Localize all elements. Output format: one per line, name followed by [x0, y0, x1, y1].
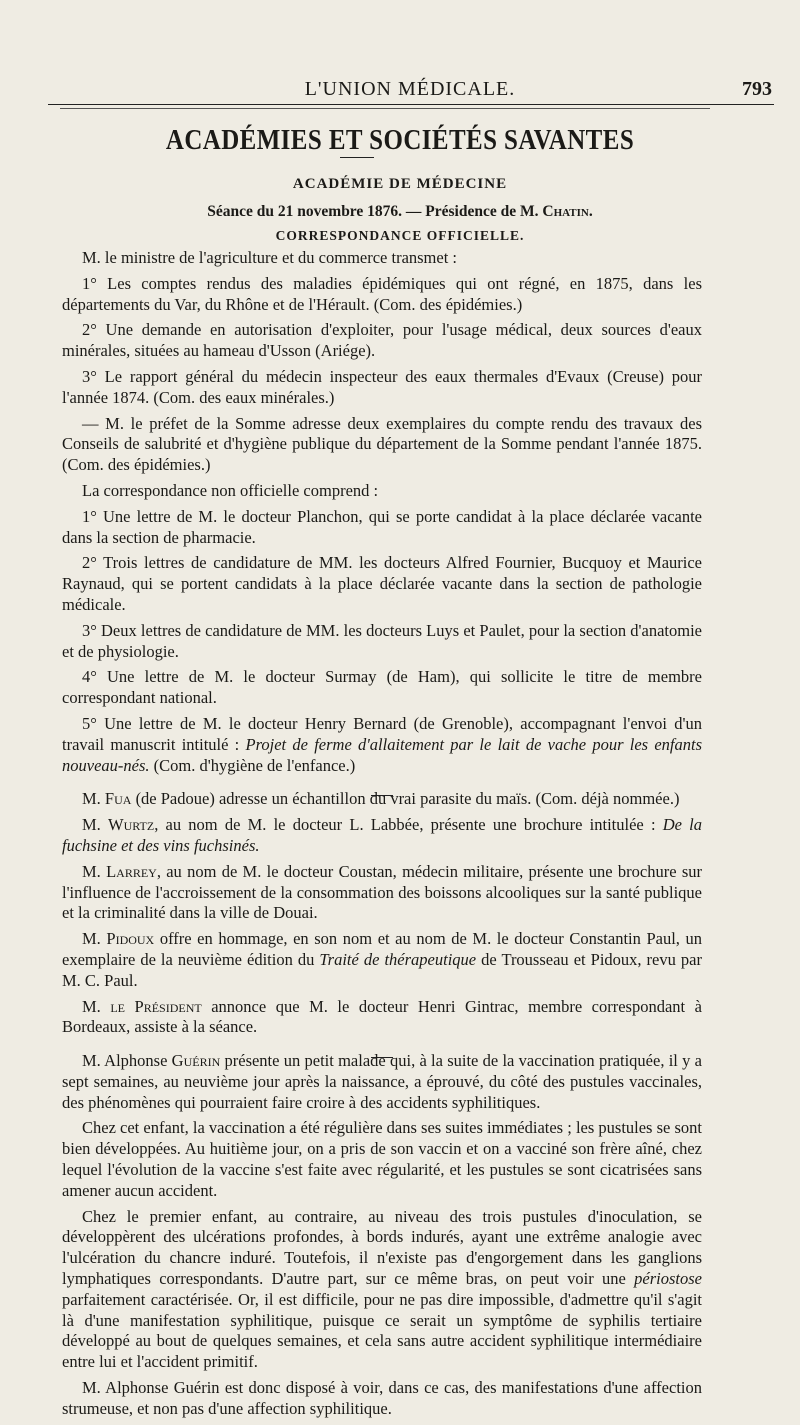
paragraph [62, 862, 702, 924]
speaker-name: Larrey [106, 861, 157, 881]
paragraph-text: parfaitement caractérisée. Or, il est difficile, pour ne pas dire impossible, d'admettre qu'il s'agit là d'une manifestation syphilitique, puisque ce serait un symptôme de syphilis tertiaire développé au bout de quelques semaines, et cela sans autre accident syphilitique intermédiaire entre lui et l'accident primitif. [62, 1289, 702, 1372]
paragraph: Chez cet enfant, la vaccination a été régulière dans ses suites immédiates ; les pustules se sont bien développées. Au huitième jour, on a pris de son vaccin et on a vacciné son frère aîné, chez lequel l'évolution de la vaccine s'est faite avec régularité, et les pustules se sont cicatrisées sans amener aucun accident. [62, 1118, 702, 1200]
separator [62, 1043, 702, 1047]
paragraph [62, 815, 702, 857]
paragraph-text: 5° Une lettre de M. le docteur Henry Bernard (de Grenoble), accompagnant l'envoi d'un travail manuscrit intitulé : [62, 713, 702, 754]
paragraph-text: , au nom de M. le docteur L. Labbée, présente une brochure intitulée : [154, 815, 663, 835]
paragraph [62, 997, 702, 1039]
paragraph-text: (de Padoue) adresse un échantillon du vrai parasite du maïs. (Com. déjà nommée.) [131, 789, 680, 809]
speaker-name: Fua [104, 789, 132, 809]
paragraph-text: (Com. d'hygiène de l'enfance.) [149, 755, 356, 775]
page-number: 793 [742, 78, 772, 100]
paragraph-text: Chez le premier enfant, au contraire, au niveau des trois pustules d'inoculation, se développèrent des ulcérations profondes, à bords indurés, ayant une extrême analogie avec l'ulcération du chancre induré. Toutefois, il n'existe pas d'engorgement dans les ganglions lymphatiques correspondants. D'autre part, sur ce même bras, on peut voir une [62, 1206, 702, 1289]
session-president: Chatin [542, 203, 589, 220]
paragraph: 2° Trois lettres de candidature de MM. les docteurs Alfred Fournier, Bucquoy et Maurice Raynaud, qui se portent candidats à la place déclarée vacante dans la section de pathologie médicale. [62, 553, 702, 614]
paragraph: 4° Une lettre de M. le docteur Surmay (de Ham), qui sollicite le titre de membre correspondant national. [62, 667, 702, 708]
header-rule [48, 104, 774, 105]
paragraph [62, 714, 702, 776]
paragraph: — M. le préfet de la Somme adresse deux exemplaires du compte rendu des travaux des Conseils de salubrité et d'hygiène publique du département de la Somme pendant l'année 1875. (Com. des épidémies.) [62, 413, 702, 475]
paragraph-text: de Trousseau et Pidoux, revu par M. C. Paul. [62, 949, 702, 990]
paragraph: La correspondance non officielle comprend : [82, 480, 379, 500]
paragraph-text: , au nom de M. le docteur Coustan, médecin militaire, présente une brochure sur l'influence de l'accroissement de la consommation des boissons alcooliques sur la santé publique et la criminalité dans la ville de Douai. [62, 861, 702, 923]
paragraph [62, 789, 702, 810]
paragraph [62, 929, 702, 991]
paragraph: M. Alphonse Guérin est donc disposé à voir, dans ce cas, des manifestations d'une affection strumeuse, et non pas d'une affection syphilitique. [62, 1378, 702, 1418]
paragraph: 2° Une demande en autorisation d'exploiter, pour l'usage médical, deux sources d'eaux minérales, situées au hameau d'Usson (Ariége). [62, 320, 702, 361]
journal-title: L'UNION MÉDICALE. [304, 78, 516, 100]
paragraph-italic: Traité de thérapeutique [319, 949, 477, 969]
speaker-name: le Président [110, 996, 202, 1016]
paragraph: M. le ministre de l'agriculture et du commerce transmet : [82, 248, 458, 267]
paragraph-text: M. [82, 789, 105, 809]
paragraph-text: M. [82, 861, 107, 881]
running-header [48, 78, 772, 104]
paragraph-text: M. Alphonse [82, 1051, 172, 1071]
speaker-name: Pidoux [106, 929, 155, 949]
session-prefix: Séance du 21 novembre 1876. — Présidence de M. [207, 203, 543, 220]
paragraph-text: M. [82, 815, 108, 835]
speaker-name: Wurtz [108, 815, 155, 835]
paragraph: 3° Le rapport général du médecin inspecteur des eaux thermales d'Evaux (Creuse) pour l'année 1874. (Com. des eaux minérales.) [62, 366, 702, 407]
paragraph-text: M. [82, 929, 107, 949]
paragraph [62, 1051, 702, 1113]
paragraph: 1° Les comptes rendus des maladies épidémiques qui ont régné, en 1875, dans les départements du Var, du Rhône et de l'Hérault. (Com. des épidémies.) [62, 273, 702, 314]
subsection-title: ACADÉMIE DE MÉDECINE [292, 176, 508, 192]
paragraph-text: présente un petit malade qui, à la suite de la vaccination pratiquée, il y a sept semaines, au neuvième jour après la naissance, a éprouvé, du côté des pustules vaccinales, des phénomènes qui pourraient faire croire à des accidents syphilitiques. [62, 1051, 702, 1112]
paragraph-italic: Projet de ferme d'allaitement par le lait de vache pour les enfants nouveau-nés. [62, 734, 702, 775]
paragraph-italic: De la fuchsine et des vins fuchsinés. [62, 815, 703, 855]
section-rule [340, 157, 374, 158]
article-body [62, 248, 702, 1425]
separator [62, 781, 702, 785]
session-line [0, 203, 800, 221]
paragraph-italic: périostose [634, 1269, 702, 1289]
paragraph: 1° Une lettre de M. le docteur Planchon, qui se porte candidat à la place déclarée vacante dans la section de pharmacie. [62, 506, 702, 547]
section-title: ACADÉMIES ET SOCIÉTÉS SAVANTES [165, 124, 635, 156]
session-suffix: . [588, 203, 593, 220]
paragraph: 3° Deux lettres de candidature de MM. les docteurs Luys et Paulet, pour la section d'anatomie et de physiologie. [62, 620, 702, 661]
speaker-name: Guérin [171, 1051, 221, 1071]
paragraph-text: annonce que M. le docteur Henri Gintrac, membre correspondant à Bordeaux, assiste à la séance. [62, 996, 702, 1037]
paragraph [62, 1207, 702, 1373]
correspondence-title: CORRESPONDANCE OFFICIELLE. [275, 228, 525, 243]
header-rule-thin [60, 108, 710, 109]
paragraph-text: M. [82, 996, 111, 1016]
paragraph-text: offre en hommage, en son nom et au nom de M. le docteur Constantin Paul, un exemplaire de la neuvième édition du [62, 929, 702, 969]
